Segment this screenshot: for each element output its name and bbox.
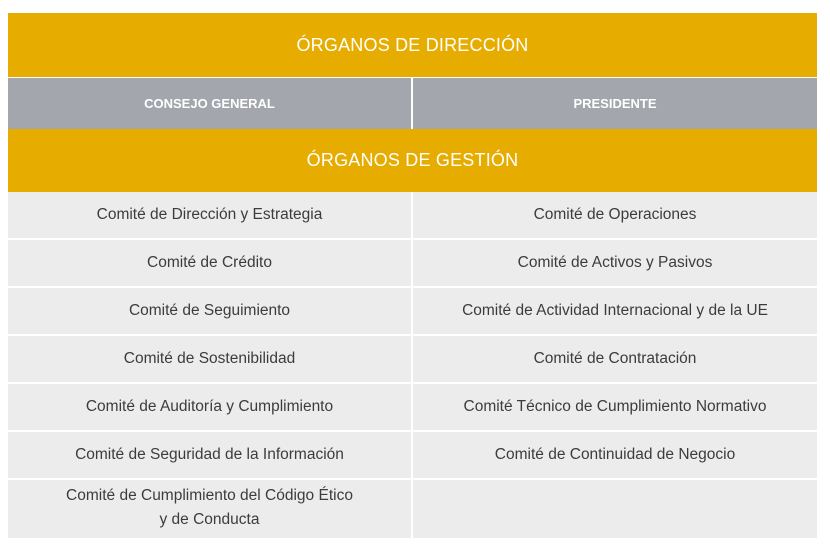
table-row bbox=[8, 382, 817, 430]
table-row bbox=[8, 430, 817, 478]
table-row bbox=[8, 334, 817, 382]
table-cell: Comité de Seguridad de la Información bbox=[8, 432, 413, 478]
table-cell: Comité de Operaciones bbox=[413, 192, 817, 238]
table-row bbox=[8, 238, 817, 286]
organos-gestion-header: ÓRGANOS DE GESTIÓN bbox=[8, 129, 817, 192]
table-cell: Comité de Dirección y Estrategia bbox=[8, 192, 413, 238]
table-cell: Comité de Cumplimiento del Código Ético y de Conducta bbox=[8, 480, 413, 538]
table-row bbox=[8, 286, 817, 334]
table-cell: Comité de Auditoría y Cumplimiento bbox=[8, 384, 413, 430]
table-cell: Comité de Sostenibilidad bbox=[8, 336, 413, 382]
presidente-header: PRESIDENTE bbox=[413, 78, 817, 129]
table-cell: Comité de Crédito bbox=[8, 240, 413, 286]
table-cell: Comité de Seguimiento bbox=[8, 288, 413, 334]
table-cell: Comité de Continuidad de Negocio bbox=[413, 432, 817, 478]
table-cell: Comité de Activos y Pasivos bbox=[413, 240, 817, 286]
table-row bbox=[8, 478, 817, 538]
consejo-general-header: CONSEJO GENERAL bbox=[8, 78, 413, 129]
table-cell-empty bbox=[413, 480, 817, 538]
direccion-columns-row bbox=[8, 77, 817, 129]
table-cell: Comité Técnico de Cumplimiento Normativo bbox=[413, 384, 817, 430]
table-cell: Comité de Actividad Internacional y de la UE bbox=[413, 288, 817, 334]
organos-direccion-header: ÓRGANOS DE DIRECCIÓN bbox=[8, 13, 817, 77]
table-cell: Comité de Contratación bbox=[413, 336, 817, 382]
governance-table bbox=[8, 13, 817, 538]
table-row bbox=[8, 192, 817, 238]
